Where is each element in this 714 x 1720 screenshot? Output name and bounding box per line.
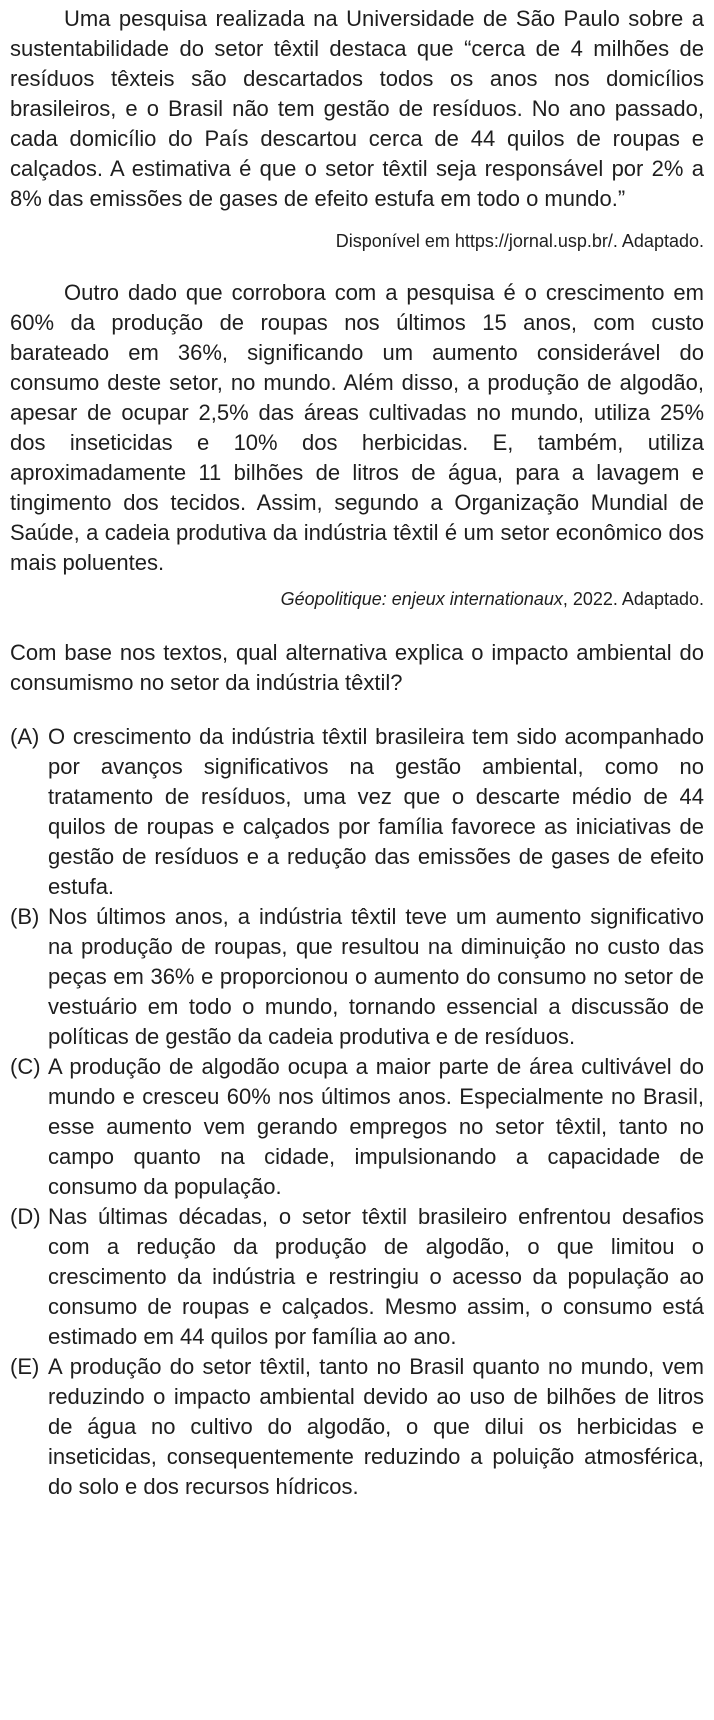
alternative-letter: (E) xyxy=(10,1354,40,1379)
alternative-e[interactable] xyxy=(10,1352,704,1502)
text-2-source-rest: , 2022. Adaptado. xyxy=(562,589,704,609)
alternative-text: O crescimento da indústria têxtil brasileira tem sido acompanhado por avanços significativos na gestão ambiental, como no tratamento de resíduos, uma vez que o descarte médio de 44 quilos de roupas e calçados por família favorece as iniciativas de gestão de resíduos e a redução das emissões de gases de efeito estufa. xyxy=(48,724,704,899)
alternative-letter: (B) xyxy=(10,904,40,929)
alternative-c[interactable] xyxy=(10,1052,704,1202)
text-2-paragraph: Outro dado que corrobora com a pesquisa é o crescimento em 60% da produção de roupas nos últimos 15 anos, com custo barateado em 36%, significando um aumento considerável do consumo deste setor, no mundo. Além disso, a produção de algodão, apesar de ocupar 2,5% das áreas cultivadas no mundo, utiliza 25% dos inseticidas e 10% dos herbicidas. E, também, utiliza aproximadamente 11 bilhões de litros de água, para a lavagem e tingimento dos tecidos. Assim, segundo a Organização Mundial de Saúde, a cadeia produtiva da indústria têxtil é um setor econômico dos mais poluentes. xyxy=(10,280,704,575)
alternative-letter: (D) xyxy=(10,1204,41,1229)
text-2-source xyxy=(10,586,704,612)
alternative-text: Nas últimas décadas, o setor têxtil brasileiro enfrentou desafios com a redução da produção de algodão, o que limitou o crescimento da indústria e restringiu o acesso da população ao consumo de roupas e calçados. Mesmo assim, o consumo está estimado em 44 quilos por família ao ano. xyxy=(48,1204,704,1349)
text-2-source-title: Géopolitique: enjeux internationaux xyxy=(280,589,563,609)
alternative-b[interactable] xyxy=(10,902,704,1052)
alternative-text: A produção do setor têxtil, tanto no Brasil quanto no mundo, vem reduzindo o impacto ambiental devido ao uso de bilhões de litros de água no cultivo do algodão, o que dilui os herbicidas e inseticidas, consequentemente reduzindo a poluição atmosférica, do solo e dos recursos hídricos. xyxy=(48,1354,704,1499)
alternative-letter: (A) xyxy=(10,724,40,749)
text-1-paragraph: Uma pesquisa realizada na Universidade de São Paulo sobre a sustentabilidade do setor têxtil destaca que “cerca de 4 milhões de resíduos têxteis são descartados todos os anos nos domicílios brasileiros, e o Brasil não tem gestão de resíduos. No ano passado, cada domicílio do País descartou cerca de 44 quilos de roupas e calçados. A estimativa é que o setor têxtil seja responsável por 2% a 8% das emissões de gases de efeito estufa em todo o mundo.” xyxy=(10,6,704,211)
text-1-source: Disponível em https://jornal.usp.br/. Adaptado. xyxy=(335,231,704,251)
alternative-d[interactable] xyxy=(10,1202,704,1352)
alternatives-list xyxy=(10,722,704,1502)
alternative-text: Nos últimos anos, a indústria têxtil teve um aumento significativo na produção de roupas, que resultou na diminuição no custo das peças em 36% e proporcionou o aumento do consumo no setor de vestuário em todo o mundo, tornando essencial a discussão de políticas de gestão da cadeia produtiva e de resíduos. xyxy=(48,904,704,1049)
alternative-letter: (C) xyxy=(10,1054,41,1079)
alternative-text: A produção de algodão ocupa a maior parte de área cultivável do mundo e cresceu 60% nos últimos anos. Especialmente no Brasil, esse aumento vem gerando empregos no setor têxtil, tanto no campo quanto na cidade, impulsionando a capacidade de consumo da população. xyxy=(48,1054,704,1199)
alternative-a[interactable] xyxy=(10,722,704,902)
question-prompt: Com base nos textos, qual alternativa explica o impacto ambiental do consumismo no setor da indústria têxtil? xyxy=(10,640,704,695)
